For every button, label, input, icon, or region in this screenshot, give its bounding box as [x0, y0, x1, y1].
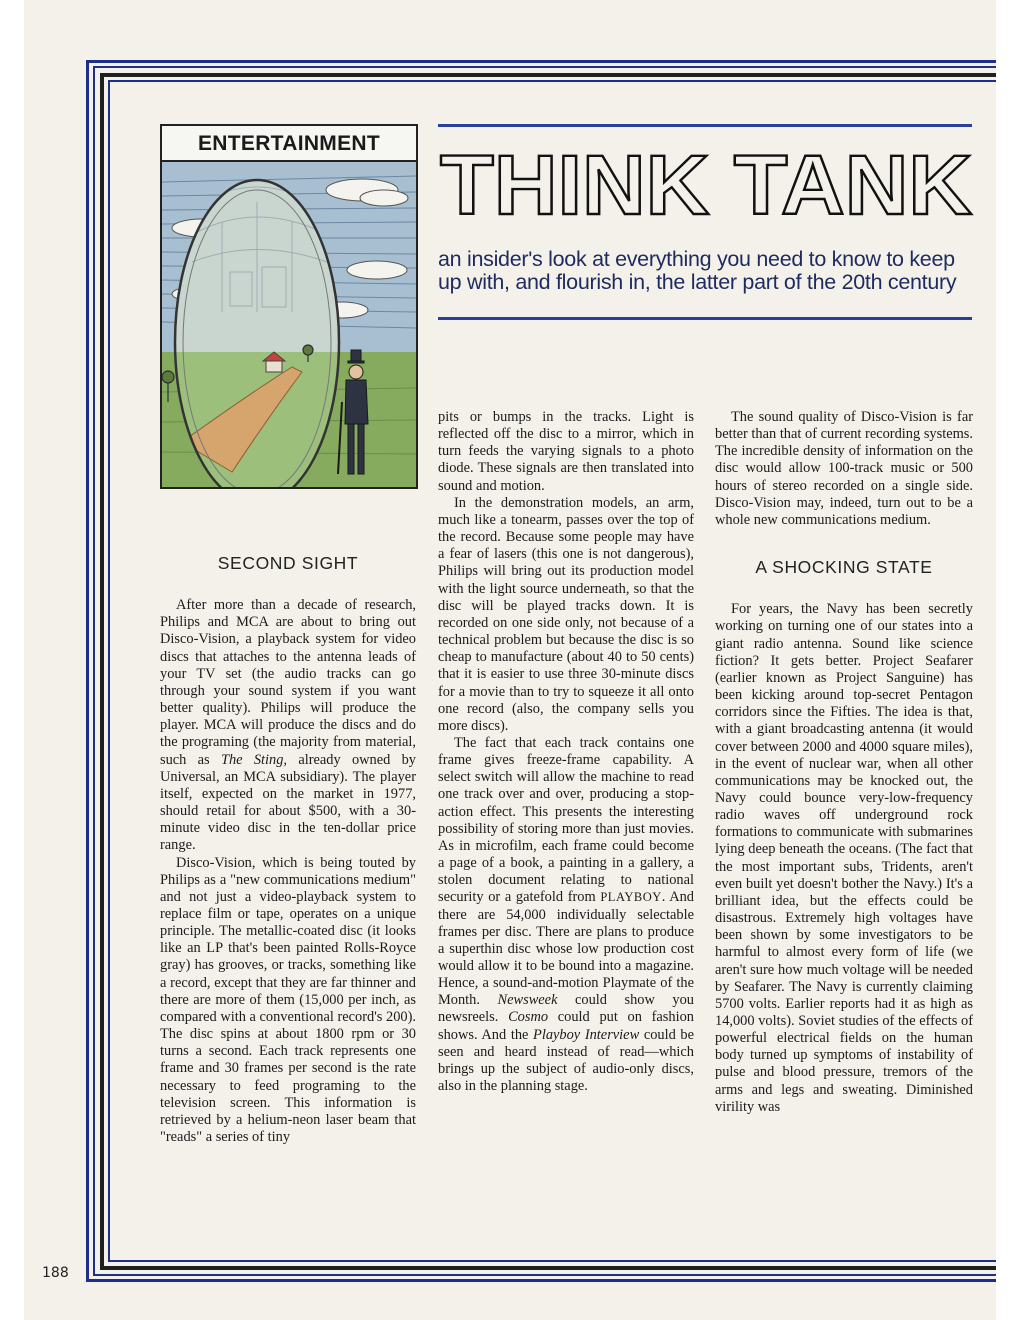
- tagline: an insider's look at everything you need to know to keep up with, and flourish in, the latter part of the 20th century: [438, 247, 957, 294]
- article-column-1: [160, 555, 416, 1146]
- title-rule-top: [438, 124, 972, 127]
- article-column-3: [715, 409, 973, 1116]
- section-label: ENTERTAINMENT: [162, 126, 416, 162]
- page-number: 188: [42, 1265, 69, 1281]
- page-title-text: THINK TANK: [440, 150, 972, 224]
- paragraph: After more than a decade of research, Philips and MCA are about to bring out Disco-Vision, a playback system for video discs that attaches to the antenna leads of your TV set (the audio tracks can go through your sound system if you want better quality). Philips will produce the player. MCA will produce the discs and do the programing (the majority from material, such as The Sting, already owned by Universal, an MCA subsidiary). The player itself, expected on the market in 1977, should retail for about $500, with a 30-minute video disc in the ten-dollar price range.: [160, 597, 416, 854]
- title-rule-bottom: [438, 317, 972, 320]
- paragraph: For years, the Navy has been secretly working on turning one of our states into a giant radio antenna. Sound like science fiction? It gets better. Project Seafarer (earlier known as Project Sanguine) has been kicking around top-secret Pentagon corridors since the Fifties. The idea is that, with a giant broadcasting antenna (it would cover between 2000 and 4000 square miles), in the event of nuclear war, when all other communications may be knocked out, the Navy could bounce very-low-frequency radio waves off underground rock formations to communicate with submarines lying deep beneath the oceans. (The fact that the most important subs, Tridents, aren't even built yet doesn't bother the Navy.) It's a brilliant idea, but the effects could be disastrous. Extremely high voltages have been shown by some investigators to be harmful to almost every form of life (we aren't sure how much voltage will be needed by Seafarer. The Navy is currently claiming 5700 volts. Earlier reports had it as high as 14,000 volts). Soviet studies of the effects of powerful electrical fields on the human body turned up symptoms of instability of pulse and blood pressure, tremors of the arms and legs and sweating. Diminished virility was: [715, 601, 973, 1115]
- article-column-2: [438, 409, 694, 1095]
- article-heading-shocking-state: A SHOCKING STATE: [755, 557, 933, 578]
- paragraph: pits or bumps in the tracks. Light is reflected off the disc to a mirror, which in turn feeds the varying signals to a photo diode. These signals are then translated into sound and motion.: [438, 409, 694, 494]
- paragraph: The fact that each track contains one frame gives freeze-frame capability. A select switch will allow the machine to read one track over and over, producing a stop-action effect. This presents the interesting possibility of storing more than just movies. As in microfilm, each frame could become a page of a book, a painting in a gallery, a stolen document relating to national security or a gatefold from PLAYBOY. And there are 54,000 individually selectable frames per disc. There are plans to produce a superthin disc whose low production cost would allow it to be bound into a magazine. Hence, a sound-and-motion Playmate of the Month. Newsweek could show you newsreels. Cosmo could put on fashion shows. And the Playboy Interview could be seen and heard instead of read—which brings up the subject of audio-only discs, also in the planning stage.: [438, 734, 694, 1095]
- paragraph: In the demonstration models, an arm, much like a tonearm, passes over the top of the record. Because some people may have a fear of lasers (this one is not dangerous), Philips will bring out its production model with the light source underneath, so that the disc will be played tracks down. It is recorded on one side only, not because of a technical problem but because the disc is so cheap to manufacture (about 40 to 50 cents) that it is easier to use three 30-minute discs for a movie than to try to squeeze it all onto one record (also, the company sells you more discs).: [438, 494, 694, 734]
- entertainment-box: [160, 124, 418, 489]
- article-heading-second-sight: SECOND SIGHT: [217, 553, 359, 573]
- paragraph: The sound quality of Disco-Vision is far better than that of current recording systems. The incredible density of information on the disc would allow 100-track music or 500 hours of stereo recorded on a single side. Disco-Vision may, indeed, turn out to be a whole new communications medium.: [715, 409, 973, 528]
- paragraph: Disco-Vision, which is being touted by Philips as a "new communications medium" and not just a video-playback system to replace film or tape, operates on a unique principle. The metallic-coated disc (it looks like an LP that's been painted Rolls-Royce gray) has grooves, or tracks, something like a record, except that they are far thinner and there are more of them (15,000 per inch, as compared with a conventional record's 200). The disc spins at about 1800 rpm or 30 turns a second. Each track represents one frame and 30 frames per second is the rate necessary to feed programing to the television screen. This information is retrieved by a helium-neon laser beam that "reads" a series of tiny: [160, 854, 416, 1145]
- page-title: [436, 150, 976, 224]
- illustration-disc-landscape: [162, 162, 416, 489]
